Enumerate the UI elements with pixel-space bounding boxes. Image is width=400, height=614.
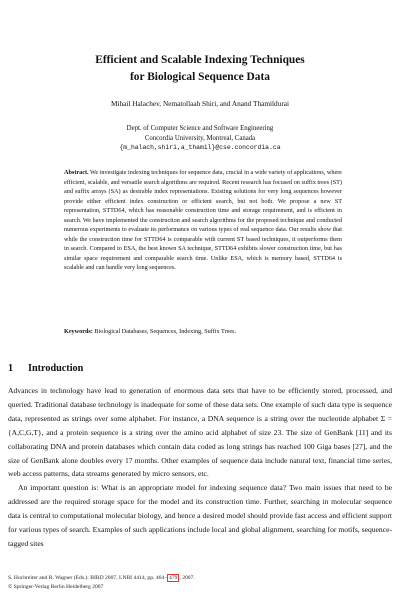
abstract xyxy=(64,168,342,273)
citation-suffix: , 2007. xyxy=(179,575,195,581)
citation-prefix: S. Hochreiter and R. Wagner (Eds.): BIRD 2007, LNBI 4414, pp. 464– xyxy=(8,575,168,581)
page-footer xyxy=(8,574,392,592)
section-heading xyxy=(8,362,83,375)
author-list: Mihail Halachev, Nematollaah Shiri, and Anand Thamildurai xyxy=(110,99,290,108)
abstract-label: Abstract. xyxy=(64,169,89,176)
paper-title xyxy=(40,52,360,86)
footer-copyright: © Springer-Verlag Berlin Heidelberg 2007 xyxy=(8,584,104,590)
abstract-text: We investigate indexing techniques for sequence data, crucial in a wide variety of applications, where efficient, scalable, and versatile search algorithms are required. Recent research has focused on suffix trees (ST) and suffix arrays (SA) as desirable index representations. Existing solutions for very long sequences however provide either efficient index construction or efficient search, but not both. We propose a new ST representation, STTD64, which has reasonable construction time and storage requirement, and is efficient in search. We have implemented the construction and search algorithms for the proposed technique and conducted numerous experiments to evaluate its performance on various types of real sequence data. Our results show that while the construction time for STTD64 is comparable with current ST based techniques, it outperforms them in search. Compared to ESA, the best known SA technique, STTD64 exhibits slower construction time, but has similar space requirement and comparable search time. Unlike ESA, which is memory based, STTD64 is scalable and can handle very long sequences. xyxy=(64,169,342,271)
section-number: 1 xyxy=(8,363,14,374)
footer-citation xyxy=(8,574,392,583)
citation-end-page-link[interactable]: 479 xyxy=(169,575,178,581)
keywords-text: Biological Databases, Sequences, Indexing, Suffix Trees. xyxy=(94,328,237,335)
keywords xyxy=(64,327,342,337)
title-line-2: for Biological Sequence Data xyxy=(130,71,270,83)
body-text xyxy=(8,384,392,551)
affiliation xyxy=(40,124,360,153)
affiliation-emails: {m_halach,shiri,a_thamil}@cse.concordia.ca xyxy=(119,144,281,152)
affiliation-university: Concordia University, Montreal, Canada xyxy=(144,134,256,142)
body-paragraph-1: Advances in technology have lead to generation of enormous data sets that have to be efficiently stored, processed, and queried. Traditional database technology is inadequate for some of these data sets. One example of such data type is sequence data, represented as strings over some alphabet. For instance, a DNA sequence is a string over the nucleotide alphabet Σ = {A,C,G,T}, and a protein sequence is a string over the amino acid alphabet of size 23. The size of GenBank [11] and its collaborating DNA and protein databases which contain data coded as long strings has reached 100 Giga bases [27], and the size of GenBank alone doubles every 17 months. Other examples of sequence data include natural text, financial time series, web access patterns, data streams generated by micro sensors, etc. xyxy=(8,386,392,479)
section-title: Introduction xyxy=(28,363,84,374)
body-paragraph-2: An important question is: What is an appropriate model for indexing sequence data? Two main issues that need to be addressed are the required storage space for the model and its construction time. Further, searching in molecular sequence data is central to computational molecular biology, and hence a desired model should provide fast access and efficient support for various types of search. Examples of such applications include local and global alignment, searching for motifs, sequence-tagged sites xyxy=(8,483,392,548)
affiliation-department: Dept. of Computer Science and Software Engineering xyxy=(126,125,274,132)
title-line-1: Efficient and Scalable Indexing Techniques xyxy=(95,54,305,66)
keywords-label: Keywords: xyxy=(64,328,93,335)
